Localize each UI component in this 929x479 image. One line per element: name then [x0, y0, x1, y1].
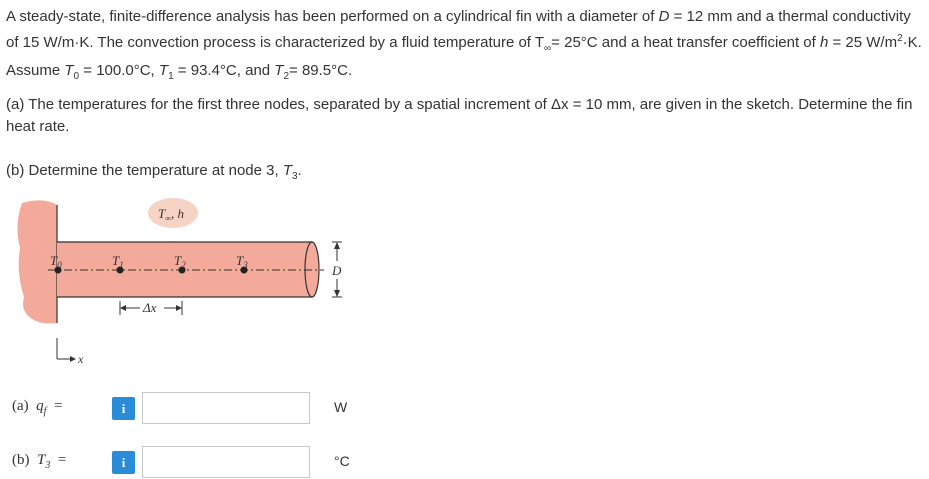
answer-row-b	[12, 446, 372, 478]
svg-text:T3: $T_3$	[236, 253, 248, 270]
unit-a: W	[334, 399, 348, 415]
svg-text:T1: $T_1$	[112, 253, 124, 270]
answer-label-a: (a) $q_f$ =	[12, 398, 63, 417]
fin-sketch	[12, 193, 362, 373]
svg-text:T2: $T_2$	[174, 253, 186, 270]
answer-row-a	[12, 392, 372, 424]
problem-statement: A steady-state, finite-difference analysis has been performed on a cylindrical fin with a diameter of D = 12 mm and a thermal conductivity of 15 W/m·K. The convection process is characterized by a fluid temperature of $T_\infty= 25^\circ C$ and a heat transfer coefficient of h = 25 $W/m^2\cdot K$. Assume $T_0 = 100.0^\circ C$, $T_1 = 93.4^\circ C$, and $T_2= 89.5^\circ C$.	[6, 8, 922, 82]
part-a-statement: (a) The temperatures for the first three nodes, separated by a spatial increment of Δx = 10 mm, are given in the sketch. Determine the fin heat rate.	[6, 96, 913, 135]
svg-text:D: D	[332, 263, 342, 278]
part-b-statement: (b) Determine the temperature at node 3, $T_3$.	[6, 162, 302, 182]
svg-text:Δx: Δx	[143, 300, 157, 315]
info-icon[interactable]: i	[112, 397, 135, 420]
svg-text:T0: $T_0$	[50, 253, 62, 270]
svg-text:T∞, h: $T_\infty$, h	[158, 206, 184, 223]
answer-label-b: (b) $T_3$ =	[12, 452, 67, 471]
unit-b: °C	[334, 453, 350, 469]
info-icon[interactable]: i	[112, 451, 135, 474]
answer-input-a[interactable]	[142, 392, 310, 424]
svg-text:x: x	[78, 352, 84, 366]
answer-input-b[interactable]	[142, 446, 310, 478]
